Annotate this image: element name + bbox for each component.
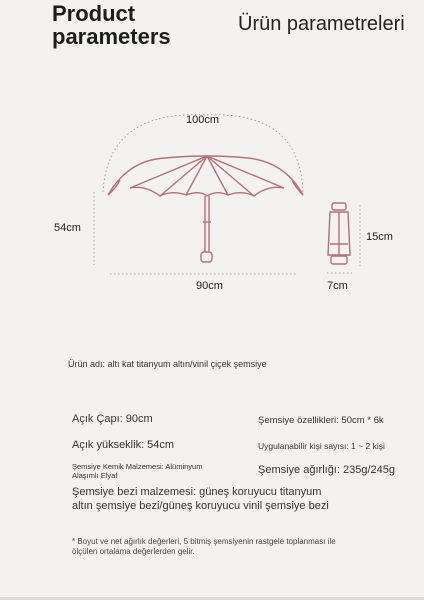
spec-frame-material xyxy=(72,462,202,480)
dimension-arc-top xyxy=(103,115,303,192)
title-en-line2: parameters xyxy=(52,24,171,49)
spec-persons: Uygulanabilir kişi sayısı: 1 ~ 2 kişi xyxy=(258,441,385,451)
spec-weight: Şemsiye ağırlığı: 235g/245g xyxy=(258,464,395,476)
frame-material-line1: Şemsiye Kemik Malzemesi: Alüminyum xyxy=(72,462,203,471)
footnote xyxy=(72,537,392,557)
label-folded-height: 15cm xyxy=(366,231,393,243)
label-folded-width: 7cm xyxy=(327,280,348,292)
folded-umbrella xyxy=(328,203,350,264)
folded-handle xyxy=(331,256,347,264)
canopy-outline xyxy=(108,156,303,195)
fabric-line2: altın şemsiye bezi/güneş koruyucu vinil şemsiye bezi xyxy=(72,500,329,512)
page-title-tr: Ürün parametreleri xyxy=(238,13,405,35)
canopy-rib xyxy=(207,156,284,188)
open-umbrella xyxy=(108,156,303,262)
canopy-rib xyxy=(207,156,228,195)
canopy-rib xyxy=(207,156,254,196)
canopy-rib xyxy=(292,180,303,195)
product-name: Ürün adı: altı kat titanyum altın/vinil çiçek şemsiye xyxy=(68,359,267,369)
folded-cap xyxy=(332,203,346,210)
canopy-rib xyxy=(108,180,120,195)
frame-material-line2: Alaşımlı Elyaf xyxy=(72,471,118,480)
spec-open-height: Açık yükseklik: 54cm xyxy=(72,439,175,451)
canopy-rib xyxy=(130,156,207,188)
spec-open-diameter: Açık Çapı: 90cm xyxy=(72,413,153,425)
label-handle-span: 90cm xyxy=(196,280,223,292)
canopy-rib xyxy=(160,156,207,196)
canopy-rib xyxy=(186,156,207,195)
umbrella-handle xyxy=(201,252,212,262)
canopy-hem xyxy=(130,187,284,196)
title-en-line1: Product xyxy=(52,1,136,26)
footnote-line1: * Boyut ve net ağırlık değerleri, 5 bitmiş şemsiyenin rastgele toplanması ile xyxy=(72,537,336,546)
fabric-material xyxy=(72,485,392,513)
label-open-height: 54cm xyxy=(54,222,81,234)
footnote-line2: ölçülen ortalama değerlerden gelir. xyxy=(72,547,195,556)
label-open-width: 100cm xyxy=(186,114,220,126)
fabric-line1: Şemsiye bezi malzemesi: güneş koruyucu titanyum xyxy=(72,486,322,498)
spec-umbrella-features: Şemsiye özellikleri: 50cm * 6k xyxy=(258,415,384,426)
